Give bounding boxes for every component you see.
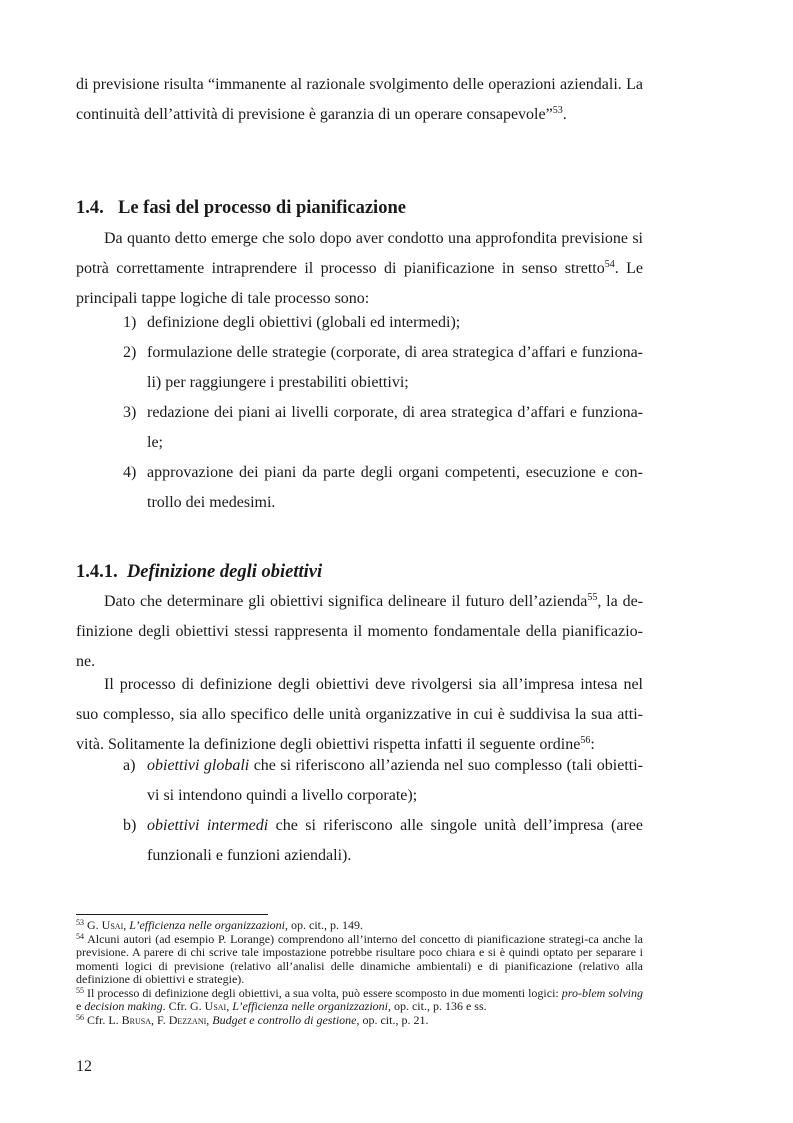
- list-item: 3) redazione dei piani ai livelli corporate, di area strategica d’affari e funziona-le;: [123, 404, 643, 451]
- footnote-ref-55[interactable]: 55: [587, 592, 598, 603]
- list-item: 2) formulazione delle strategie (corporate, di area strategica d’affari e funziona-li) per raggiungere i prestabiliti obiettivi;: [123, 344, 643, 391]
- section-paragraph: Da quanto detto emerge che solo dopo aver condotto una approfondita previsione si potrà correttamente intraprendere il processo di pianificazione in senso stretto$^{54}$. Le principali tappe logiche di tale processo sono:: [76, 230, 644, 307]
- footnote-54: $^{54}$ Alcuni autori (ad esempio P. Lorange) comprendono all’interno del concetto di pianificazione strategi-ca anche la previsione. A parere di chi scrive tale impostazione potrebbe risultare poco chiara e si è quindi optato per separare i momenti logici di previsione (relativo all’analisi delle dinamiche ambientali) e di pianificazione (relativo alla definizione di obiettivi e strategie).: [76, 931, 643, 986]
- list-term: obiettivi intermedi: [147, 817, 269, 834]
- list-item: 4) approvazione dei piani da parte degli organi competenti, esecuzione e con-trollo dei medesimi.: [123, 464, 643, 511]
- list-item: a) obiettivi globali che si riferiscono all’azienda nel suo complesso (tali obietti-vi si intendono quindi a livello corporate);: [123, 757, 644, 804]
- section-title: Le fasi del processo di pianificazione: [118, 198, 406, 218]
- section-heading: [76, 196, 643, 220]
- footnote-ref-56[interactable]: 56: [580, 735, 591, 746]
- footnotes: [76, 914, 643, 1027]
- footnote-56: $^{56}$ Cfr. L. Brusa, F. Dezzani, Budget e controllo di gestione, op. cit., p. 21.: [76, 1012, 429, 1027]
- subsection-number: 1.4.1.: [76, 562, 118, 582]
- section-number: 1.4.: [76, 198, 104, 218]
- subsection-heading: [76, 560, 643, 584]
- list-item: 1) definizione degli obiettivi (globali ed intermedi);: [123, 314, 461, 331]
- subsection-paragraph-1: Dato che determinare gli obiettivi significa delineare il futuro dell’azienda$^{55}$, la de-finizione degli obiettivi stessi rappresenta il momento fondamentale della pianificazio-ne.: [76, 592, 643, 670]
- subsection-title: Definizione degli obiettivi: [126, 562, 323, 582]
- list-item: b) obiettivi intermedi che si riferiscono alle singole unità dell’impresa (aree funzionali e funzioni aziendali).: [123, 817, 644, 864]
- footnote-53: $^{53}$ G. Usai, L’efficienza nelle organizzazioni, op. cit., p. 149.: [76, 918, 363, 932]
- page-number: 12: [76, 1058, 92, 1075]
- subsection-paragraph-2: Il processo di definizione degli obiettivi deve rivolgersi sia all’impresa intesa nel suo complesso, sia allo specifico delle unità organizzative in cui è suddivisa la sua atti-vità. Solitamente la definizione degli obiettivi rispetta infatti il seguente ordine$^{56}$:: [76, 676, 643, 753]
- footnote-55: $^{55}$ Il processo di definizione degli obiettivi, a sua volta, può essere scomposto in due momenti logici: pro-blem solving e decision making. Cfr. G. Usai, L’efficienza nelle organizzazioni, op. cit., p. 136 e ss.: [76, 985, 643, 1013]
- footnote-ref-54[interactable]: 54: [604, 259, 615, 270]
- phases-list: [76, 308, 643, 518]
- objectives-list: [76, 751, 643, 871]
- intro-text: di previsione risulta “immanente al razionale svolgimento delle operazioni aziendali. La continuità dell’attività di previsione è garanzia di un operare consapevole”: [76, 76, 643, 123]
- footnote-ref-53[interactable]: 53: [552, 105, 563, 116]
- intro-paragraph: di previsione risulta “immanente al razionale svolgimento delle operazioni aziendali. La continuità dell’attività di previsione è garanzia di un operare consapevole”$^{53}$.: [76, 76, 643, 123]
- footnote-divider: [76, 914, 268, 915]
- list-term: obiettivi globali: [147, 757, 250, 774]
